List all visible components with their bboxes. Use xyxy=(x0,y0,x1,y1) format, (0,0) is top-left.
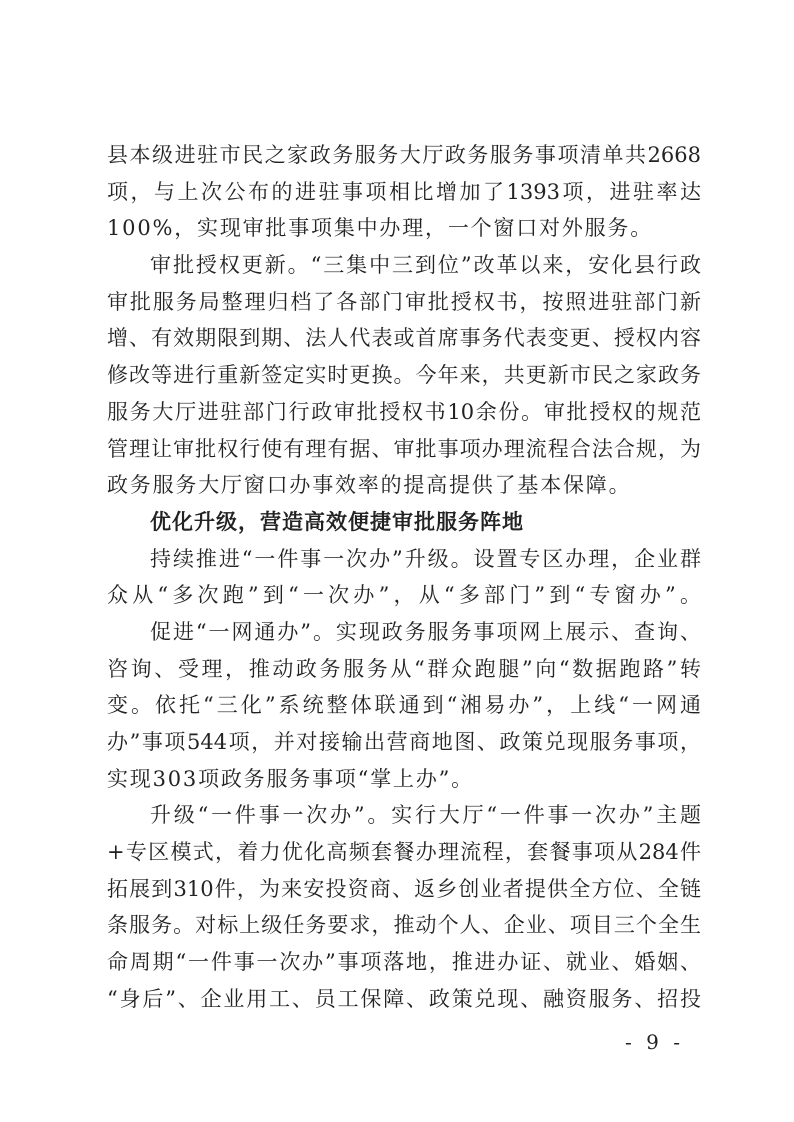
text-line: 办”事项544项，并对接输出营商地图、政策兑现服务事项， xyxy=(107,730,701,754)
text-line: 项，与上次公布的进驻事项相比增加了1393项，进驻率达 xyxy=(107,179,701,204)
text-line: “身后”、企业用工、员工保障、政策兑现、融资服务、招投 xyxy=(107,986,701,1011)
text-line: 持续推进“一件事一次办”升级。设置专区办理，企业群 xyxy=(150,546,701,571)
text-line: 拓展到310件，为来安投资商、返乡创业者提供全方位、全链 xyxy=(107,876,701,901)
text-line: 促进“一网通办”。实现政务服务事项网上展示、查询、 xyxy=(150,619,701,644)
text-line: 管理让审批权行使有理有据、审批事项办理流程合法合规，为 xyxy=(107,436,701,461)
section-heading: 优化升级，营造高效便捷审批服务阵地 xyxy=(150,508,524,534)
text-line: 修改等进行重新签定实时更换。今年来，共更新市民之家政务 xyxy=(107,363,701,388)
text-line: 众从“多次跑”到“一次办”，从“多部门”到“专窗办”。 xyxy=(107,583,701,608)
text-line: 条服务。对标上级任务要求，推动个人、企业、项目三个全生 xyxy=(107,913,701,938)
text-line: 审批服务局整理归档了各部门审批授权书，按照进驻部门新 xyxy=(107,289,701,314)
document-body xyxy=(107,137,701,1018)
text-line: 政务服务大厅窗口办事效率的提高提供了基本保障。 xyxy=(107,473,632,498)
text-line: 实现303项政务服务事项“掌上办”。 xyxy=(107,766,474,791)
text-line: 变。依托“三化”系统整体联通到“湘易办”，上线“一网通 xyxy=(107,693,701,718)
text-line: 咨询、受理，推动政务服务从“群众跑腿”向“数据跑路”转 xyxy=(107,656,701,681)
text-line: 命周期“一件事一次办”事项落地，推进办证、就业、婚姻、 xyxy=(107,950,701,975)
text-line: 县本级进驻市民之家政务服务大厅政务服务事项清单共2668 xyxy=(107,143,701,167)
text-line: 升级“一件事一次办”。实行大厅“一件事一次办”主题 xyxy=(150,803,701,828)
text-line: +专区模式，着力优化高频套餐办理流程，套餐事项从284件 xyxy=(107,840,701,865)
text-line: 审批授权更新。“三集中三到位”改革以来，安化县行政 xyxy=(150,253,701,278)
page-number: - 9 - xyxy=(625,1030,684,1054)
text-line: 增、有效期限到期、法人代表或首席事务代表变更、授权内容 xyxy=(107,326,701,351)
text-line: 服务大厅进驻部门行政审批授权书10余份。审批授权的规范 xyxy=(107,399,701,424)
text-line: 100%，实现审批事项集中办理，一个窗口对外服务。 xyxy=(107,216,654,241)
